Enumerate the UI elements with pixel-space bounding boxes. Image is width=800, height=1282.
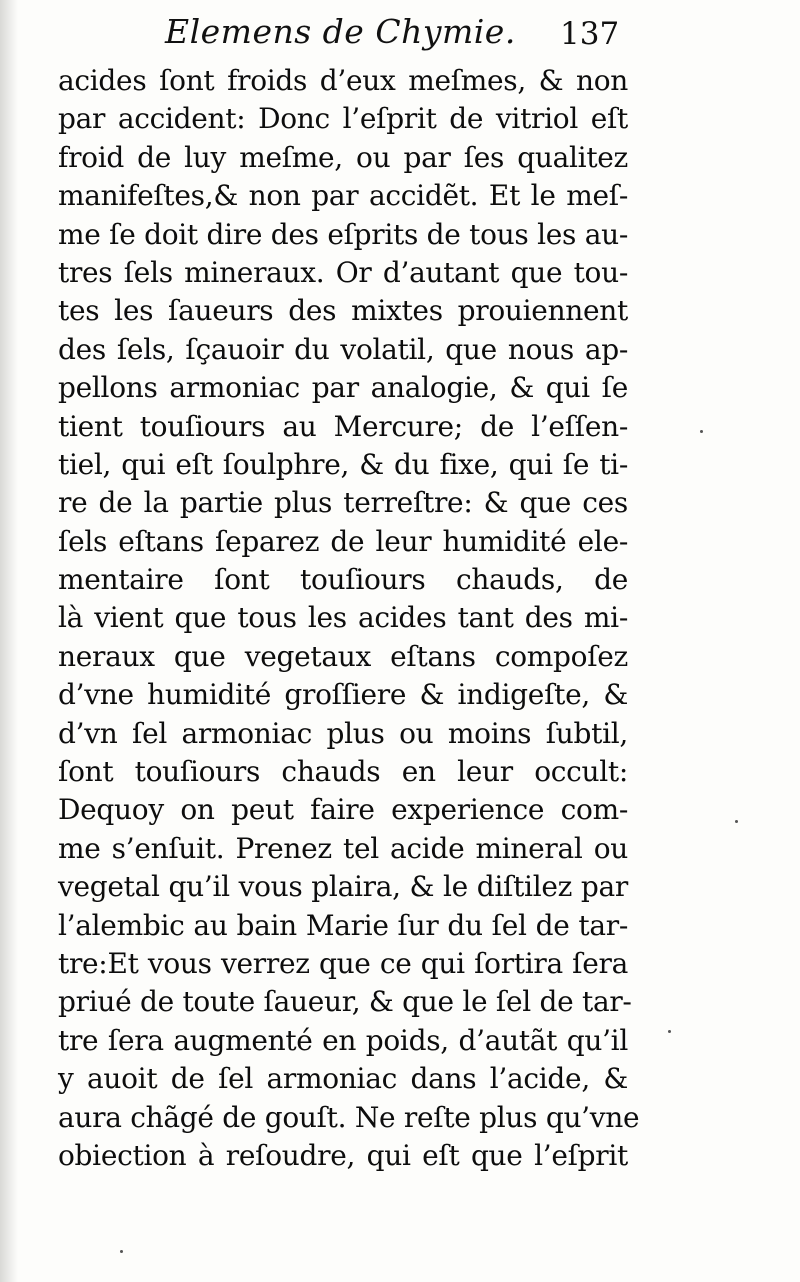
text-line: tre ſera augmenté en poids, d’autãt qu’il	[58, 1023, 628, 1057]
body-text	[58, 62, 640, 1175]
text-line: tiel, qui eſt ſoulphre, & du fixe, qui ſe ti-	[58, 447, 628, 481]
text-line: d’vn ſel armoniac plus ou moins ſubtil,	[58, 716, 628, 750]
text-line: aura chãgé de gouſt. Ne reſte plus qu’vne	[58, 1100, 640, 1134]
text-line: l’alembic au bain Marie ſur du ſel de tar-	[58, 908, 628, 942]
text-line: y auoit de ſel armoniac dans l’acide, &	[58, 1062, 628, 1096]
page-number: 137	[560, 16, 620, 52]
paper-speck	[668, 1030, 671, 1033]
text-line: ſels eſtans ſeparez de leur humidité ele-	[58, 524, 628, 558]
page-header	[0, 12, 800, 62]
text-line: d’vne humidité groſſiere & indigeſte, &	[58, 678, 628, 712]
paper-speck	[120, 1250, 123, 1253]
text-line: froid de luy meſme, ou par ſes qualitez	[58, 140, 628, 174]
text-line: re de la partie plus terreſtre: & que ces	[58, 486, 628, 520]
text-line: priué de toute ſaueur, & que le ſel de tar-	[58, 985, 632, 1019]
page-gutter-shadow	[0, 0, 18, 1282]
text-line: me ſe doit dire des eſprits de tous les au-	[58, 217, 628, 251]
paper-speck	[735, 820, 738, 823]
text-line: par accident: Donc l’eſprit de vitriol eſt	[58, 102, 628, 136]
text-line: tes les ſaueurs des mixtes prouiennent	[58, 294, 628, 328]
text-line: obiection à reſoudre, qui eſt que l’eſprit	[58, 1138, 628, 1172]
paper-speck	[700, 430, 703, 433]
text-line: neraux que vegetaux eſtans compoſez	[58, 639, 628, 673]
text-line: pellons armoniac par analogie, & qui ſe	[58, 371, 628, 405]
text-line: acides ſont froids d’eux meſmes, & non	[58, 64, 628, 97]
text-line: Dequoy on peut faire experience com-	[58, 793, 628, 827]
text-line: me s’enſuit. Prenez tel acide mineral ou	[58, 831, 628, 865]
text-line: là vient que tous les acides tant des mi-	[58, 601, 628, 635]
text-line: tient touſiours au Mercure; de l’eſſen-	[58, 409, 628, 443]
text-line: tre:Et vous verrez que ce qui ſortira ſera	[58, 946, 628, 980]
text-line: ſont touſiours chauds en leur occult:	[58, 755, 628, 789]
text-line: mentaire ſont touſiours chauds, de	[58, 563, 628, 597]
text-line: des ſels, ſçauoir du volatil, que nous ap-	[58, 332, 628, 366]
running-title: Elemens de Chymie.	[165, 12, 516, 51]
text-line: tres ſels mineraux. Or d’autant que tou-	[58, 255, 628, 289]
text-line: manifeſtes,& non par accidẽt. Et le meſ-	[58, 179, 628, 213]
text-line: vegetal qu’il vous plaira, & le diſtilez par	[58, 870, 628, 904]
